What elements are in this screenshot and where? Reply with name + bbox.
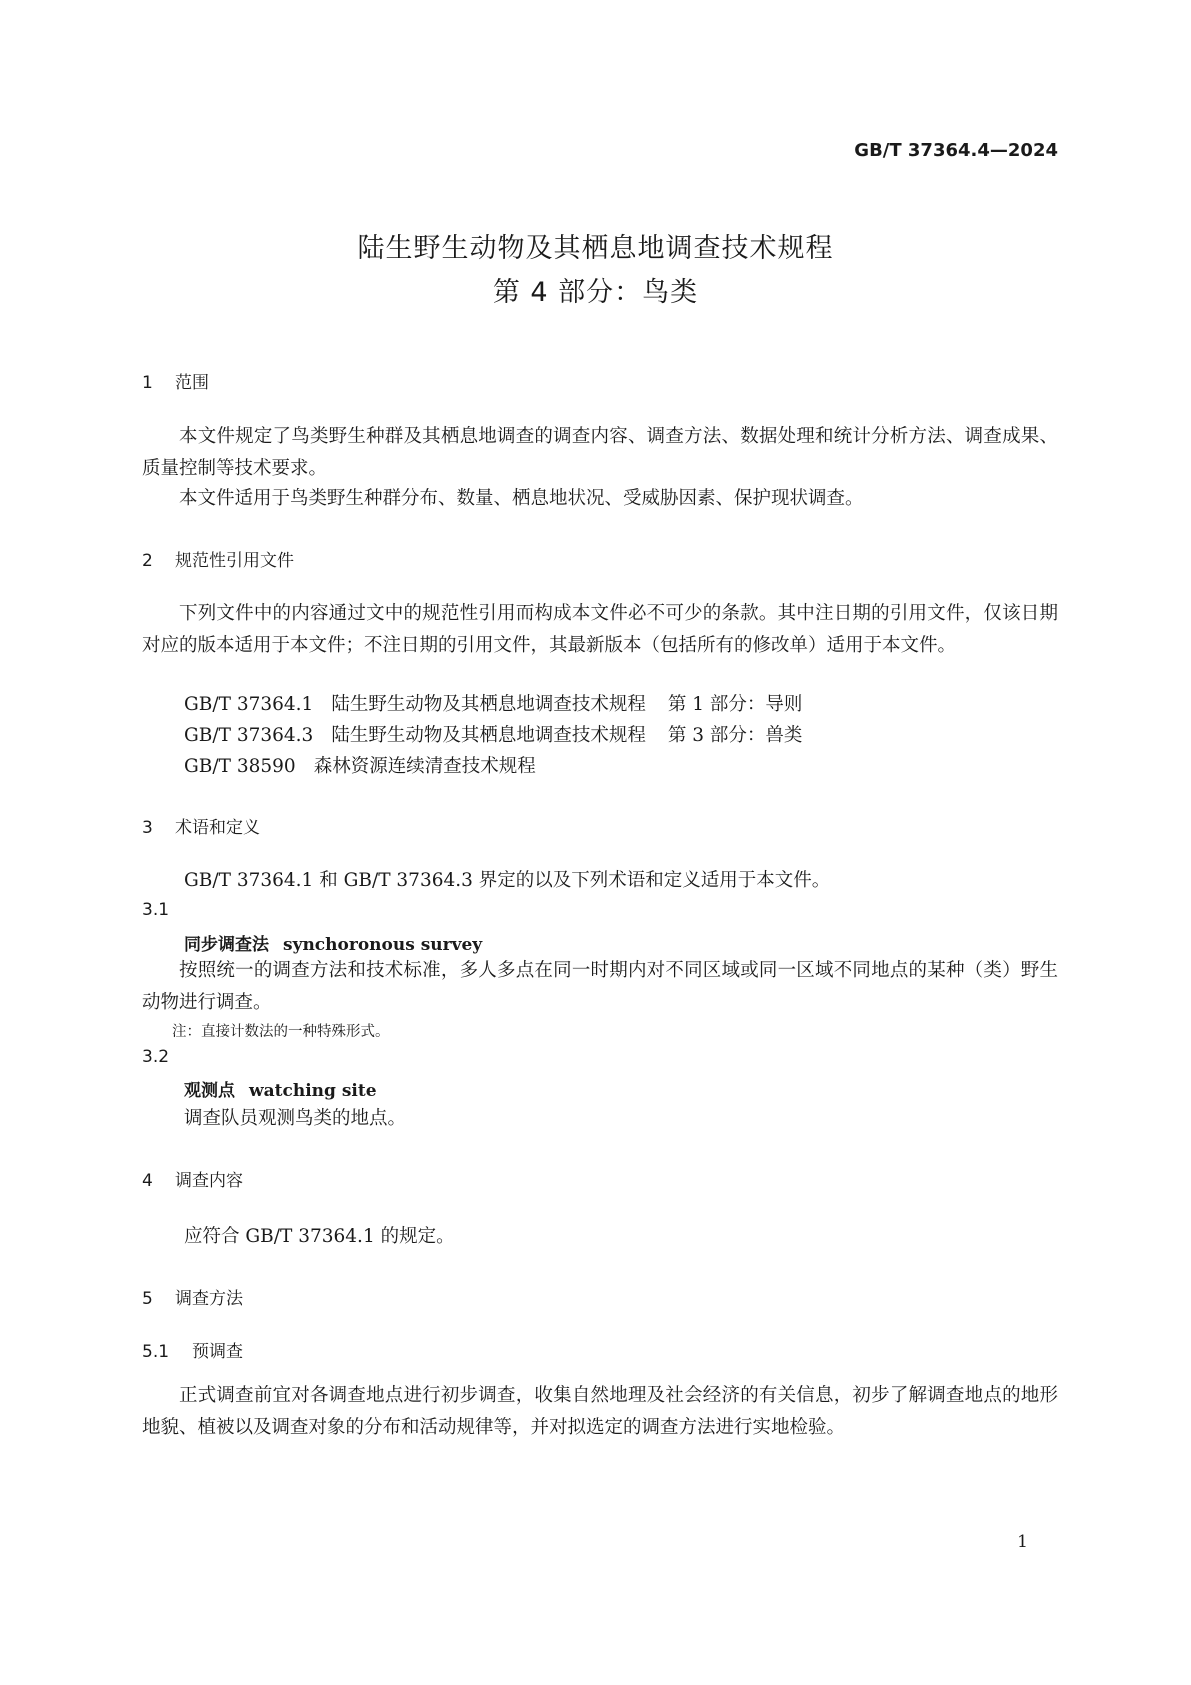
term-en: synchoronous survey [283, 935, 483, 955]
term-note: 注：直接计数法的一种特殊形式。 [172, 1024, 390, 1040]
document-title: 陆生野生动物及其栖息地调查技术规程 [357, 233, 834, 264]
section-2-heading [142, 546, 294, 571]
section-number: 5 [142, 1289, 153, 1309]
term-definition: 按照统一的调查方法和技术标准，多人多点在同一时期内对不同区域或同一区域不同地点的某种（类）野生动物进行调查。 [142, 960, 1058, 1013]
section-number: 4 [142, 1171, 153, 1191]
subsection-5-1-heading [142, 1337, 243, 1362]
page-number: 1 [1017, 1532, 1028, 1552]
reference-code: GB/T 37364.3 [184, 725, 314, 746]
section-1-heading [142, 368, 209, 393]
reference-item [184, 752, 536, 778]
reference-code: GB/T 38590 [184, 756, 296, 777]
subsection-number: 5.1 [142, 1342, 170, 1362]
section-1-paragraph-1: 本文件规定了鸟类野生种群及其栖息地调查的调查内容、调查方法、数据处理和统计分析方法、调查成果、质量控制等技术要求。 [142, 426, 1058, 479]
standard-code: GB/T 37364.4—2024 [854, 140, 1058, 161]
section-3-heading [142, 813, 260, 838]
term-definition: 调查队员观测鸟类的地点。 [184, 1108, 407, 1129]
section-number: 1 [142, 373, 153, 393]
reference-title: 陆生野生动物及其栖息地调查技术规程 [331, 725, 646, 746]
section-4-heading [142, 1166, 243, 1191]
term-zh: 观测点 [184, 1081, 235, 1101]
reference-part: 第 3 部分：兽类 [667, 725, 803, 746]
term-number: 3.1 [142, 900, 170, 920]
section-number: 2 [142, 551, 153, 571]
section-title: 规范性引用文件 [175, 551, 294, 571]
reference-part: 第 1 部分：导则 [667, 694, 803, 715]
section-4-paragraph-1: 应符合 GB/T 37364.1 的规定。 [184, 1226, 455, 1247]
reference-title: 陆生野生动物及其栖息地调查技术规程 [331, 694, 646, 715]
section-2-paragraph-1: 下列文件中的内容通过文中的规范性引用而构成本文件必不可少的条款。其中注日期的引用文件，仅该日期对应的版本适用于本文件；不注日期的引用文件，其最新版本（包括所有的修改单）适用于本文件。 [142, 603, 1058, 656]
reference-item [184, 690, 802, 716]
document-subtitle: 第 4 部分：鸟类 [492, 277, 699, 308]
term-zh: 同步调查法 [184, 935, 269, 955]
reference-title: 森林资源连续清查技术规程 [313, 756, 536, 777]
reference-code: GB/T 37364.1 [184, 694, 314, 715]
section-1-paragraph-2: 本文件适用于鸟类野生种群分布、数量、栖息地状况、受威胁因素、保护现状调查。 [179, 488, 864, 509]
term-number: 3.2 [142, 1047, 170, 1067]
subsection-5-1-paragraph-1: 正式调查前宜对各调查地点进行初步调查，收集自然地理及社会经济的有关信息，初步了解调查地点的地形地貌、植被以及调查对象的分布和活动规律等，并对拟选定的调查方法进行实地检验。 [142, 1385, 1058, 1438]
section-title: 术语和定义 [175, 818, 260, 838]
section-5-heading [142, 1284, 243, 1309]
reference-item [184, 721, 802, 747]
section-title: 范围 [175, 373, 209, 393]
section-number: 3 [142, 818, 153, 838]
section-title: 调查内容 [175, 1171, 243, 1191]
term-en: watching site [249, 1081, 377, 1101]
term-heading [184, 930, 482, 955]
section-title: 调查方法 [175, 1289, 243, 1309]
term-heading [184, 1076, 377, 1101]
subsection-title: 预调查 [192, 1342, 243, 1362]
section-3-paragraph-1: GB/T 37364.1 和 GB/T 37364.3 界定的以及下列术语和定义适用于本文件。 [184, 870, 831, 891]
